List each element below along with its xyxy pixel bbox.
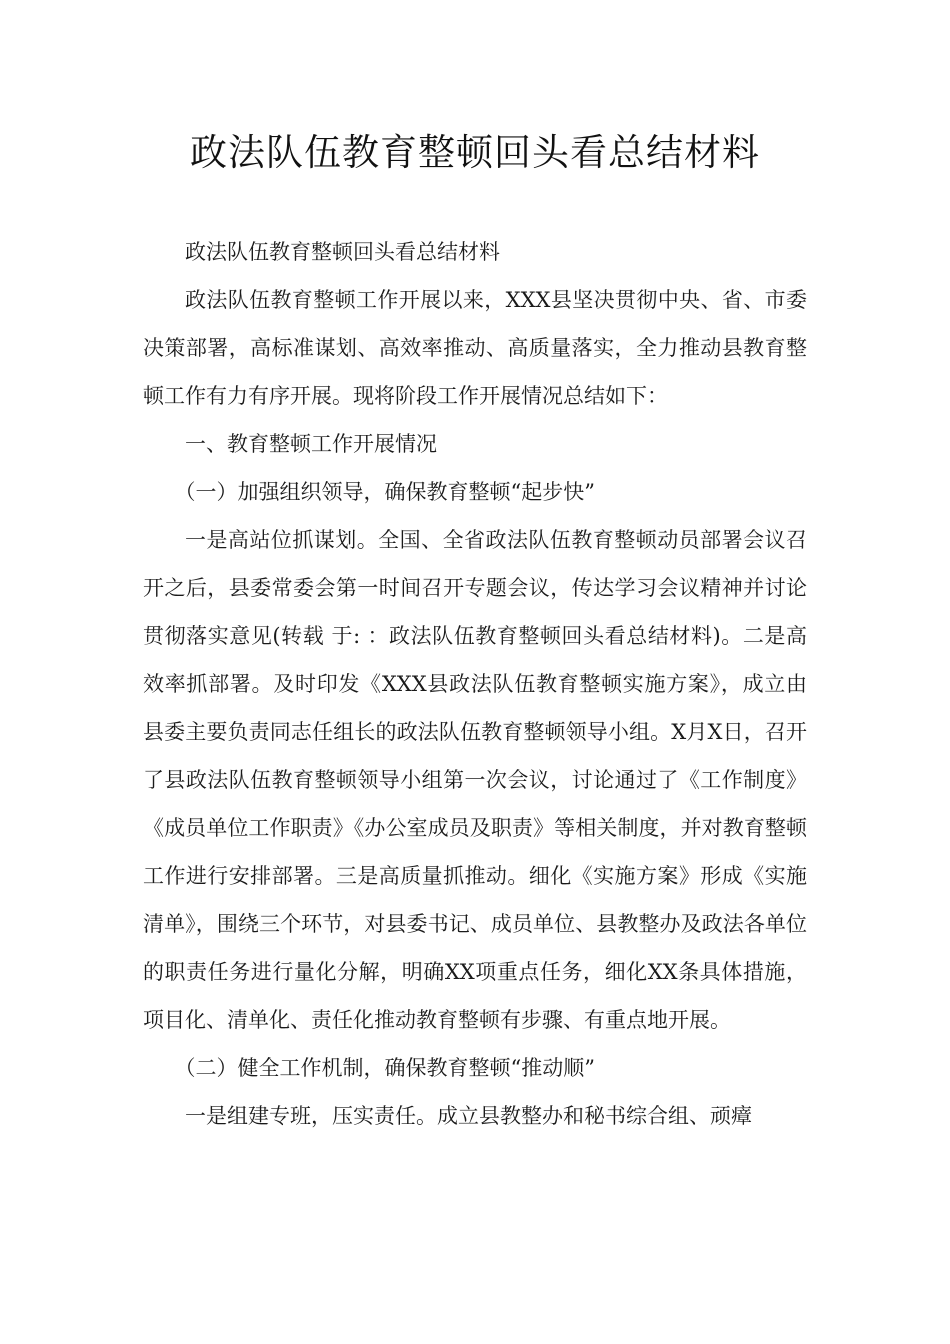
section-heading-1: 一、教育整顿工作开展情况 <box>185 432 437 456</box>
body-paragraph-section-1: 一是高站位抓谋划。全国、全省政法队伍教育整顿动员部署会议召开之后，县委常委会第一时间召开专题会议，传达学习会议精神并讨论贯彻落实意见(转载 于: ：政法队伍教育整顿回头看总结材料)。二是高效率抓部署。及时印发《XXX县政法队伍教育整顿实施方案》，成立由县委主要负责同志任组长的政法队伍教育整顿领导小组。X月X日，召开了县政法队伍教育整顿领导小组第一次会议，讨论通过了《工作制度》《成员单位工作职责》《办公室成员及职责》等相关制度，并对教育整顿工作进行安排部署。三是高质量抓推动。细化《实施方案》形成《实施清单》，围绕三个环节，对县委书记、成员单位、县教整办及政法各单位的职责任务进行量化分解，明确XX项重点任务，细化XX条具体措施，项目化、清单化、责任化推动教育整顿有步骤、有重点地开展。 <box>143 528 807 1032</box>
body-paragraph-intro: 政法队伍教育整顿工作开展以来，XXX县坚决贯彻中央、省、市委决策部署，高标准谋划、高效率推动、高质量落实，全力推动县教育整顿工作有力有序开展。现将阶段工作开展情况总结如下： <box>143 288 807 408</box>
document-body <box>143 228 807 1140</box>
subsection-heading-2: （二）健全工作机制，确保教育整顿“推动顺” <box>174 1056 595 1080</box>
body-paragraph-section-2: 一是组建专班，压实责任。成立县教整办和秘书综合组、顽瘴 <box>185 1104 752 1128</box>
document-title: 政法队伍教育整顿回头看总结材料 <box>190 131 760 174</box>
subsection-heading-1: （一）加强组织领导，确保教育整顿“起步快” <box>174 480 595 504</box>
body-paragraph-subtitle: 政法队伍教育整顿回头看总结材料 <box>185 240 500 264</box>
